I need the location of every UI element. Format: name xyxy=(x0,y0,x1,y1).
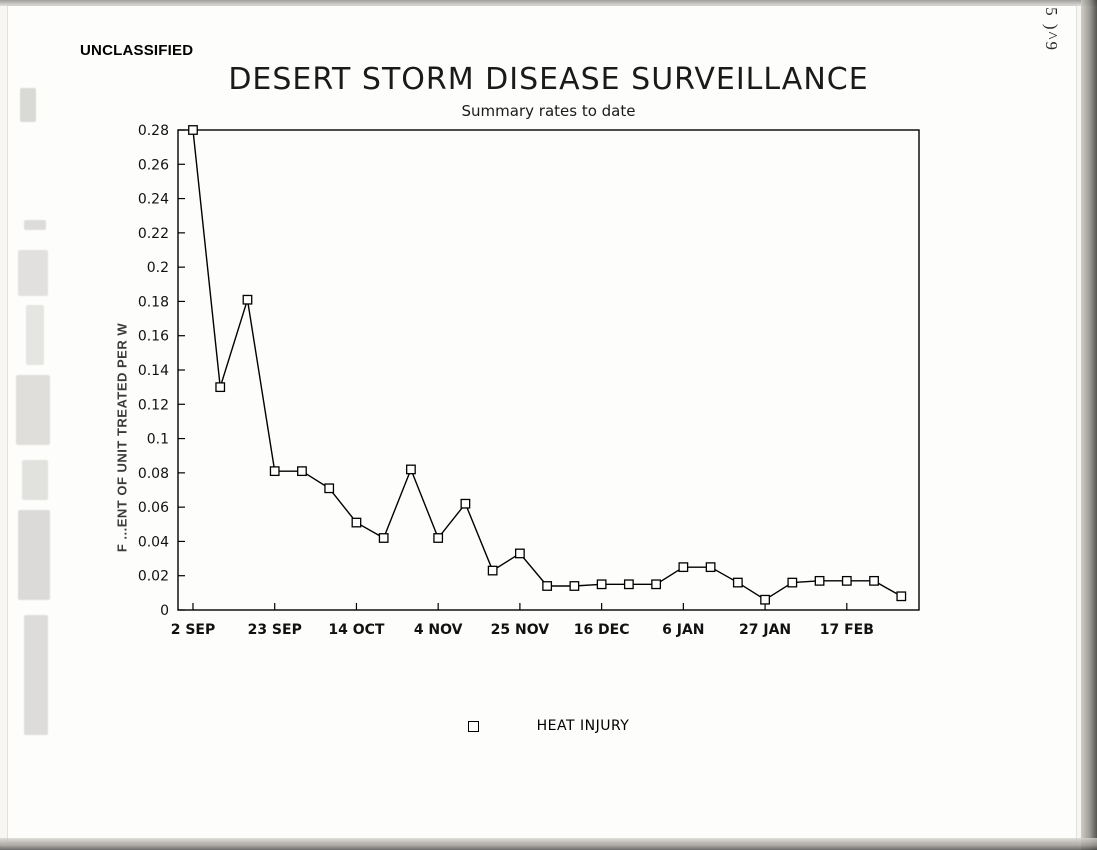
page-edge-bottom xyxy=(0,838,1097,850)
svg-text:25 NOV: 25 NOV xyxy=(490,622,550,638)
svg-text:0.2: 0.2 xyxy=(146,260,169,277)
svg-text:16 DEC: 16 DEC xyxy=(573,622,630,638)
svg-text:0.16: 0.16 xyxy=(137,328,169,345)
svg-text:0: 0 xyxy=(160,603,169,619)
svg-text:23 SEP: 23 SEP xyxy=(247,622,302,638)
legend-marker-icon xyxy=(468,721,479,732)
svg-text:0.04: 0.04 xyxy=(137,534,169,551)
classification-banner: UNCLASSIFIED xyxy=(80,42,194,59)
chart-subtitle: Summary rates to date xyxy=(461,102,636,120)
svg-text:0.24: 0.24 xyxy=(137,191,169,208)
svg-text:0.22: 0.22 xyxy=(137,225,169,242)
chart-title: DESERT STORM DISEASE SURVEILLANCE xyxy=(228,62,869,97)
plot-area xyxy=(130,122,925,662)
scan-smudge xyxy=(14,70,60,770)
svg-text:0.02: 0.02 xyxy=(137,568,169,585)
svg-text:2 SEP: 2 SEP xyxy=(170,622,216,638)
page-edge-top xyxy=(0,0,1097,6)
svg-text:0.18: 0.18 xyxy=(137,294,169,311)
svg-text:0.12: 0.12 xyxy=(137,397,169,414)
svg-text:0.1: 0.1 xyxy=(146,431,169,448)
svg-text:0.06: 0.06 xyxy=(137,500,169,517)
page-corner-annotation: 5 )^9 xyxy=(1042,7,1061,52)
svg-text:0.26: 0.26 xyxy=(137,157,169,174)
chart-legend xyxy=(0,718,1097,734)
svg-text:0.14: 0.14 xyxy=(137,363,169,379)
legend-label: HEAT INJURY xyxy=(536,718,630,734)
svg-text:4 NOV: 4 NOV xyxy=(413,622,463,638)
svg-text:14 OCT: 14 OCT xyxy=(328,622,385,638)
svg-text:6 JAN: 6 JAN xyxy=(662,622,705,638)
svg-text:0.28: 0.28 xyxy=(137,123,169,139)
y-axis-label: F ...ENT OF UNIT TREATED PER W xyxy=(114,322,130,553)
svg-text:0.08: 0.08 xyxy=(137,465,169,482)
line-chart xyxy=(130,122,925,662)
svg-text:27 JAN: 27 JAN xyxy=(739,622,792,638)
svg-text:17 FEB: 17 FEB xyxy=(819,622,874,638)
